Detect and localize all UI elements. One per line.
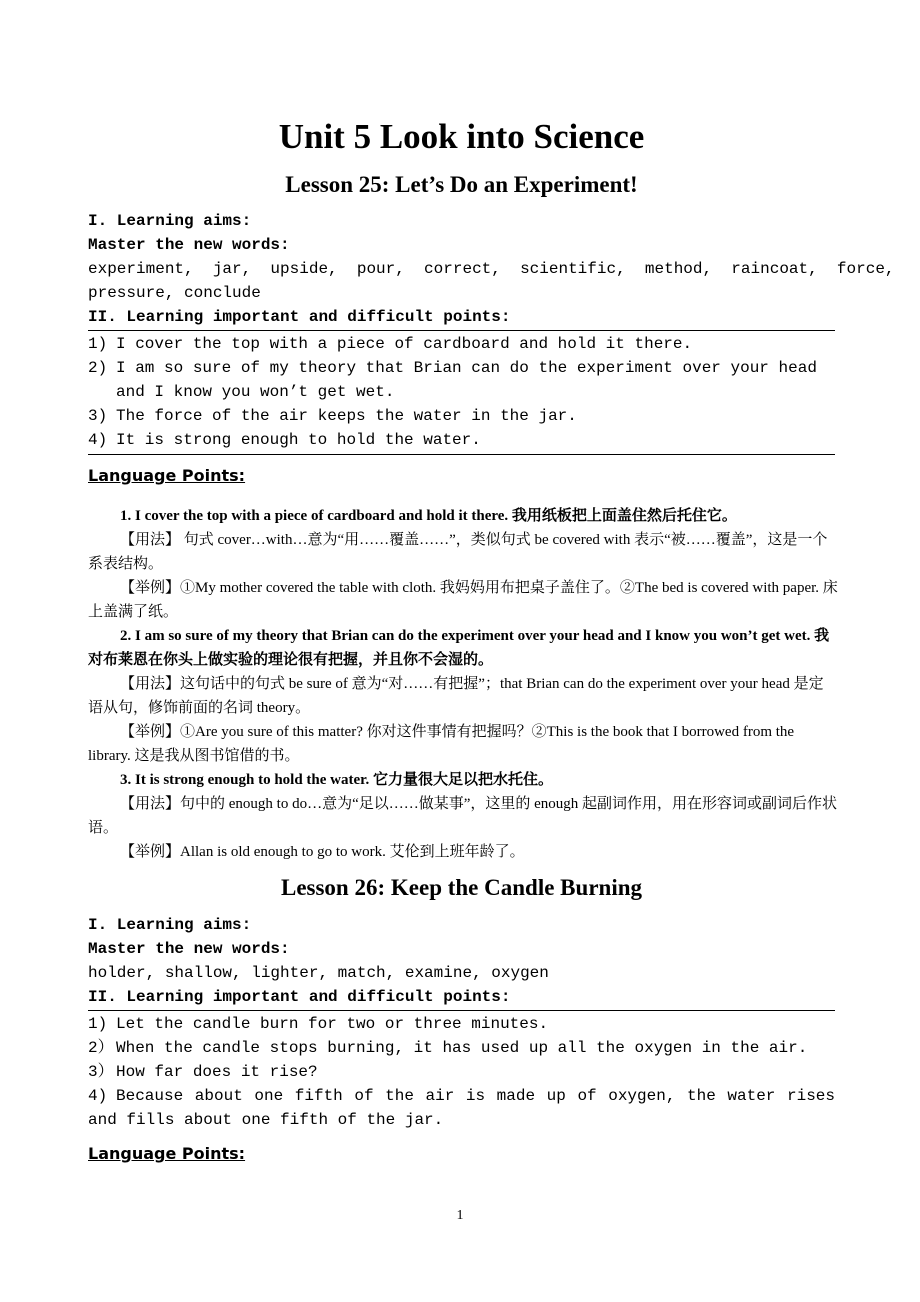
point-number: 3) (88, 407, 108, 425)
l25-lp1-head: 1. I cover the top with a piece of cardboard and hold it there. 我用纸板把上面盖住然后托住它。 (120, 508, 737, 524)
point-text: It is strong enough to hold the water. (116, 431, 481, 449)
l25-lp1-usage: 【用法】 句式 cover…with…意为“用……覆盖……”，类似句式 be covered with 表示“被……覆盖”，这是一个系表结构。 (88, 532, 828, 572)
l25-words-line1: experiment, jar, upside, pour, correct, scientific, method, raincoat, force, (88, 260, 895, 278)
l25-lp1-example: 【举例】①My mother covered the table with cloth. 我妈妈用布把桌子盖住了。②The bed is covered with paper. 床上盖满了纸。 (88, 580, 838, 620)
l26-top-rule (88, 1010, 835, 1011)
l26-point-2 (88, 1036, 835, 1060)
l25-points-heading: II. Learning important and difficult points: (88, 308, 511, 326)
l25-aims-heading: I. Learning aims: (88, 212, 252, 230)
l25-point-1 (88, 332, 835, 356)
l26-point-1 (88, 1012, 835, 1036)
l25-lp2-example: 【举例】①Are you sure of this matter? 你对这件事情有把握吗？②This is the book that I borrowed from the library. 这是我从图书馆借的书。 (88, 724, 795, 764)
l26-aims-heading: I. Learning aims: (88, 916, 252, 934)
l26-words-line1: holder, shallow, lighter, match, examine, oxygen (88, 964, 549, 982)
l25-words-line2: pressure, conclude (88, 284, 261, 302)
l25-bottom-rule (88, 454, 835, 455)
l25-words-heading: Master the new words: (88, 236, 290, 254)
point-number: 3） (88, 1063, 114, 1081)
l26-points-heading: II. Learning important and difficult points: (88, 988, 511, 1006)
lesson-26-title: Lesson 26: Keep the Candle Burning (280, 875, 642, 900)
l25-top-rule (88, 330, 835, 331)
l26-point-4 (88, 1084, 835, 1132)
point-text: The force of the air keeps the water in the jar. (116, 407, 577, 425)
unit-title: Unit 5 Look into Science (278, 117, 645, 156)
l25-lp3-usage: 【用法】句中的 enough to do…意为“足以……做某事”，这里的 enough 起副词作用，用在形容词或副词后作状语。 (88, 796, 838, 836)
l25-point-4 (88, 428, 835, 452)
point-number: 2) (88, 359, 108, 377)
l25-point-3 (88, 404, 835, 428)
l25-lp3-head: 3. It is strong enough to hold the water. 它力量很大足以把水托住。 (120, 772, 553, 788)
point-number: 1) (88, 1015, 108, 1033)
lesson-25-title: Lesson 25: Let’s Do an Experiment! (285, 172, 638, 197)
point-number: 4) (88, 1087, 108, 1105)
point-text: I am so sure of my theory that Brian can do the experiment over your head and I know you won’t get wet. (116, 359, 817, 401)
point-text: Let the candle burn for two or three minutes. (116, 1015, 549, 1033)
l26-language-points-heading: Language Points: (88, 1144, 246, 1163)
point-number: 2） (88, 1039, 114, 1057)
point-text: I cover the top with a piece of cardboard and hold it there. (116, 335, 693, 353)
l26-words-heading: Master the new words: (88, 940, 290, 958)
l25-language-points-heading: Language Points: (88, 466, 246, 485)
l25-lp3-example: 【举例】Allan is old enough to go to work. 艾伦到上班年龄了。 (120, 844, 525, 860)
point-text: Because about one fifth of the air is made up of oxygen, the water rises and fills about one fifth of the jar. (88, 1087, 835, 1129)
l26-point-3 (88, 1060, 835, 1084)
l25-lp2-usage: 【用法】这句话中的句式 be sure of 意为“对……有把握”；that Brian can do the experiment over your head 是定语从句，修饰前面的名词 theory。 (88, 676, 824, 716)
l25-point-2 (88, 356, 835, 404)
point-text: When the candle stops burning, it has used up all the oxygen in the air. (116, 1039, 808, 1057)
point-text: How far does it rise? (116, 1063, 318, 1081)
page-number: 1 (456, 1208, 464, 1223)
l25-lp2-head: 2. I am so sure of my theory that Brian can do the experiment over your head and I know you won’t get wet. 我对布莱恩在你头上做实验的理论很有把握，并且你不会湿的。 (88, 628, 830, 668)
point-number: 4) (88, 431, 108, 449)
point-number: 1) (88, 335, 108, 353)
